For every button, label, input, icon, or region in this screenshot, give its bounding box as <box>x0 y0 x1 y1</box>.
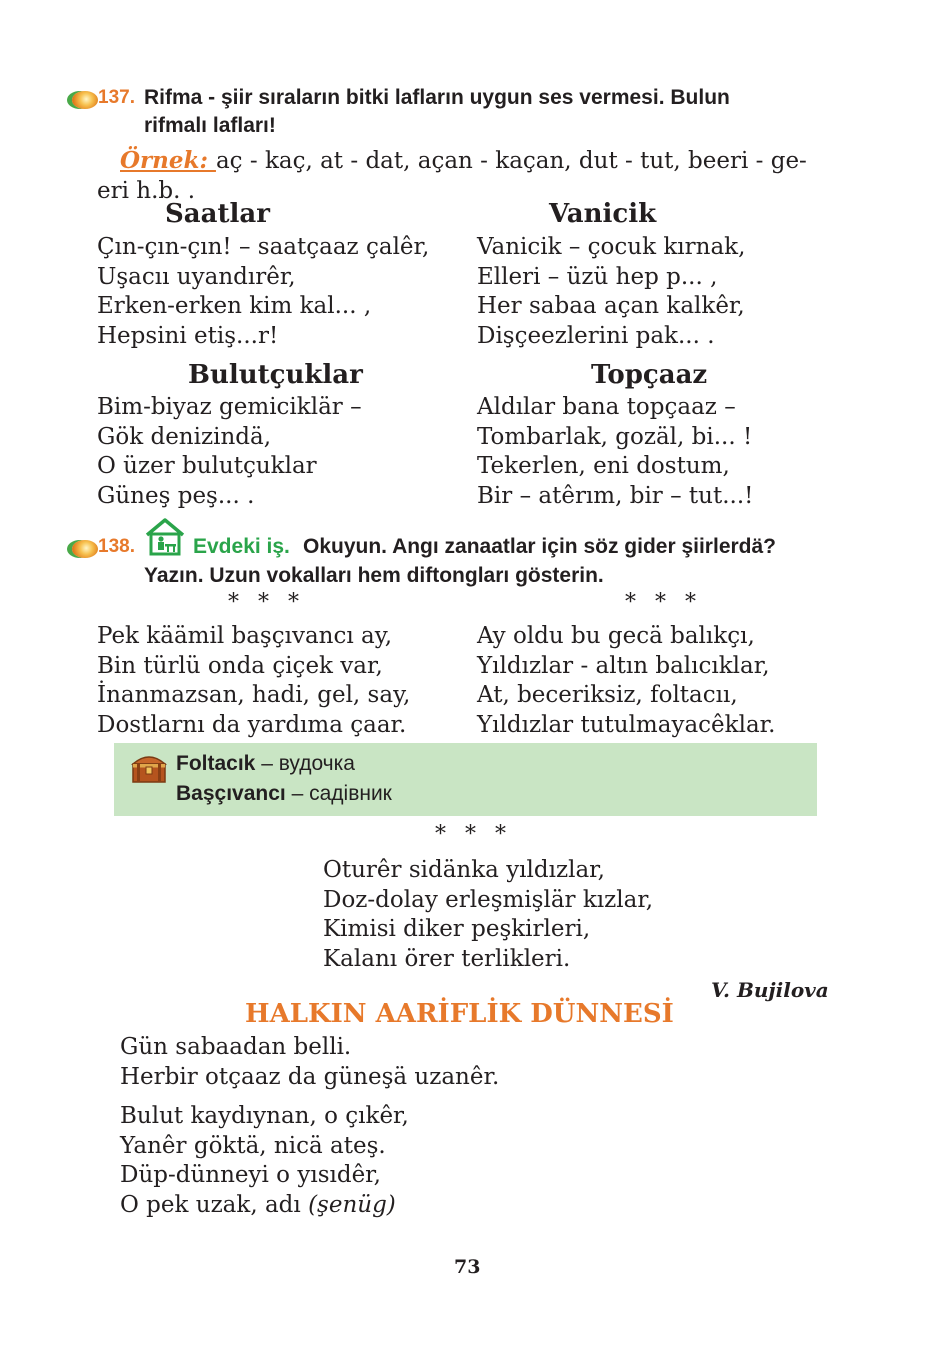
riddle <box>120 1102 409 1221</box>
riddle-line: Herbir otçaaz da güneşä uzanêr. <box>120 1063 500 1090</box>
stars-divider: * * * <box>625 590 702 615</box>
riddle <box>120 1033 499 1092</box>
poem-line: Bim-biyaz gemiciklär – <box>97 394 362 420</box>
vocab-translation: – вудочка <box>255 752 355 775</box>
poem-line: Çın-çın-çın! – saatçaaz çalêr, <box>97 234 430 260</box>
poem-line: Yıldızlar tutulmayacêklar. <box>477 712 776 739</box>
task-bullet-icon <box>72 91 98 109</box>
treasure-chest-icon <box>130 751 168 785</box>
poem-line: Pek käämil başçıvancı ay, <box>97 623 393 649</box>
poem <box>97 233 429 352</box>
poem-line: Uşacıı uyandırêr, <box>97 263 296 290</box>
example-line <box>120 147 807 174</box>
poem <box>477 393 753 512</box>
poem-line: Vanicik – çocuk kırnak, <box>477 234 746 260</box>
vocab-entry <box>176 752 355 776</box>
vocabulary-box <box>114 743 817 816</box>
home-study-icon <box>144 516 186 556</box>
poem <box>323 856 653 975</box>
poem <box>477 233 745 352</box>
poem-line: Gök denizindä, <box>97 423 272 450</box>
poem-title: Topçaaz <box>591 360 708 390</box>
riddle-line: Bulut kaydıynan, o çıkêr, <box>120 1103 409 1129</box>
riddle-line: Düp-dünneyi o yısıdêr, <box>120 1162 381 1189</box>
poem-line: Elleri – üzü hep p... , <box>477 263 718 290</box>
poem-line: Dostlarnı da yardıma çaar. <box>97 712 407 739</box>
poem-line: İnanmazsan, hadi, gel, say, <box>97 682 411 709</box>
poem-line: Her sabaa açan kalkêr, <box>477 293 745 320</box>
example-line: eri h.b. . <box>97 178 196 204</box>
poem-line: O üzer bulutçuklar <box>97 453 317 480</box>
poem <box>477 622 775 741</box>
stars-divider: * * * <box>435 822 512 847</box>
poem-line: Kalanı örer terlikleri. <box>323 946 571 973</box>
example-text: aç - kaç, at - dat, açan - kaçan, dut - tut, beeri - ge- <box>215 148 807 174</box>
poem-title: Vanicik <box>549 199 657 229</box>
poem-line: Tekerlen, eni dostum, <box>477 453 730 480</box>
homework-label: Evdeki iş. <box>193 535 290 558</box>
stars-divider: * * * <box>228 590 305 615</box>
task-text-line: Okuyun. Angı zanaatlar için söz gider şiirlerdä? <box>303 535 777 558</box>
poem-line: Dişçeezlerini pak... . <box>477 323 715 350</box>
poem-line: Erken-erken kim kal... , <box>97 293 372 320</box>
poem-line: Tombarlak, gozäl, bi... ! <box>477 423 753 450</box>
page-number: 73 <box>454 1256 481 1278</box>
riddle-line <box>120 1191 409 1221</box>
task-text-line: Rifma - şiir sıraların bitki lafların uygun ses vermesi. Bulun <box>144 86 730 109</box>
poem-title: Saatlar <box>165 199 270 229</box>
vocab-word: Foltacık <box>176 752 256 775</box>
riddle-line-text: O pek uzak, adı <box>120 1192 309 1219</box>
poem-line: Güneş peş... . <box>97 483 255 510</box>
task-text-line: rifmalı lafları! <box>144 114 276 137</box>
example-label: Örnek: <box>120 147 216 174</box>
poem-line: Bin türlü onda çiçek var, <box>97 652 383 679</box>
riddle-line: Gün sabaadan belli. <box>120 1034 352 1060</box>
poem-line: Doz-dolay erleşmişlär kızlar, <box>323 886 654 913</box>
poem-line: Bir – atêrım, bir – tut...! <box>477 483 754 510</box>
riddle-answer: (şenüg) <box>308 1192 396 1219</box>
poem-line: Kimisi diker peşkirleri, <box>323 916 591 943</box>
poem-line: Ay oldu bu gecä balıkçı, <box>477 623 755 649</box>
poem <box>97 622 410 741</box>
task-number: 137. <box>98 87 135 108</box>
poem-author: V. Bujilova <box>711 978 829 1002</box>
section-title: HALKIN AARİFLİK DÜNNESİ <box>245 999 674 1029</box>
vocab-entry <box>176 782 392 806</box>
poem <box>97 393 362 512</box>
vocab-translation: – садівник <box>285 782 392 805</box>
poem-line: At, beceriksiz, foltacıı, <box>477 682 738 709</box>
poem-line: Yıldızlar - altın balıcıklar, <box>477 652 770 679</box>
vocab-word: Başçıvancı <box>176 782 286 805</box>
task-number: 138. <box>98 536 135 557</box>
task-bullet-icon <box>72 540 98 558</box>
task-text-line: Yazın. Uzun vokalları hem diftongları gösterin. <box>144 564 604 587</box>
poem-line: Aldılar bana topçaaz – <box>477 394 736 420</box>
poem-title: Bulutçuklar <box>188 360 363 390</box>
poem-line: Hepsini etiş...r! <box>97 323 279 350</box>
riddle-line: Yanêr göktä, nicä ateş. <box>120 1132 386 1159</box>
poem-line: Oturêr sidänka yıldızlar, <box>323 857 605 883</box>
